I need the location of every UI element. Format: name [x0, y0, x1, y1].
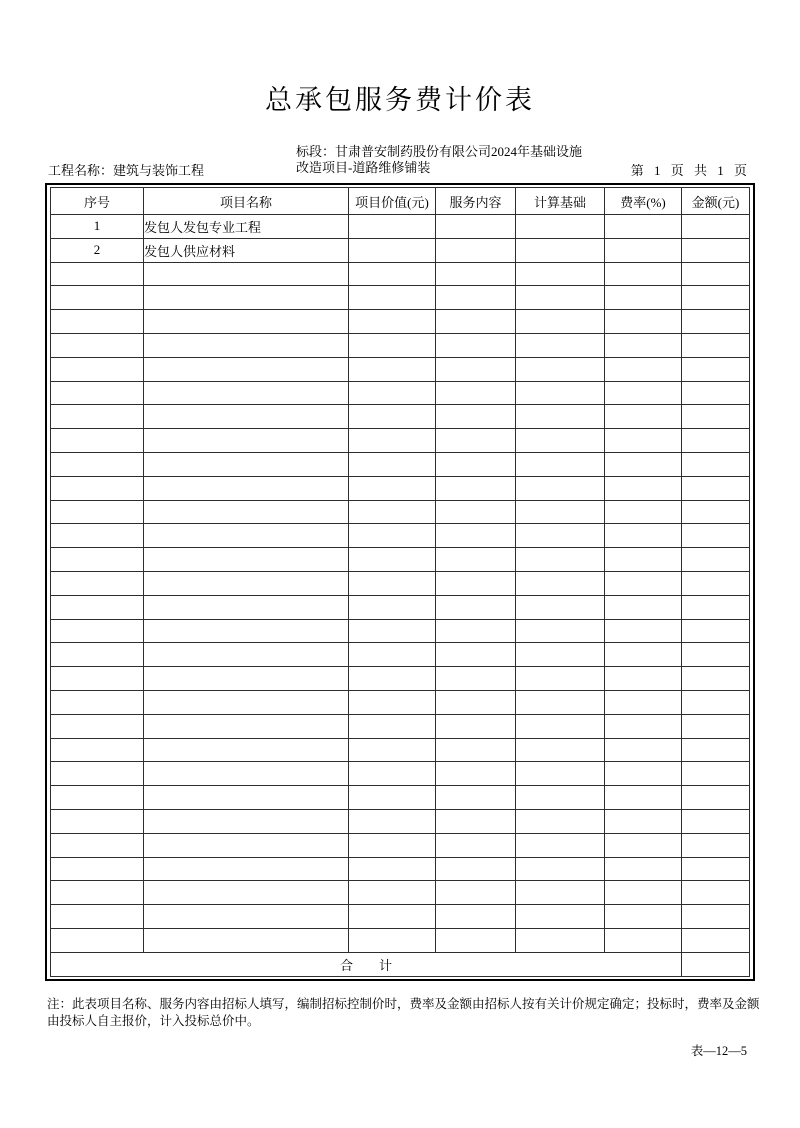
cell-no	[51, 333, 144, 357]
cell-amount	[682, 857, 750, 881]
cell-value	[349, 333, 436, 357]
cell-basis	[516, 881, 605, 905]
cell-service	[436, 714, 516, 738]
cell-rate	[605, 881, 682, 905]
cell-name	[144, 476, 349, 500]
cell-service	[436, 738, 516, 762]
cell-basis	[516, 452, 605, 476]
cell-amount	[682, 429, 750, 453]
cell-basis	[516, 738, 605, 762]
cell-service	[436, 595, 516, 619]
cell-service	[436, 809, 516, 833]
cell-no	[51, 310, 144, 334]
section-label: 标段：	[296, 144, 336, 159]
cell-service	[436, 286, 516, 310]
cell-rate	[605, 405, 682, 429]
cell-name	[144, 452, 349, 476]
cell-name	[144, 500, 349, 524]
cell-rate	[605, 500, 682, 524]
table-row	[51, 643, 750, 667]
table-row	[51, 786, 750, 810]
cell-service	[436, 238, 516, 262]
cell-value	[349, 405, 436, 429]
page-title: 总承包服务费计价表	[265, 85, 535, 115]
cell-service	[436, 667, 516, 691]
cell-name	[144, 429, 349, 453]
cell-rate	[605, 548, 682, 572]
cell-name	[144, 667, 349, 691]
cell-rate	[605, 524, 682, 548]
table-header-row	[51, 188, 750, 215]
cell-amount	[682, 452, 750, 476]
cell-service	[436, 215, 516, 239]
cell-name	[144, 571, 349, 595]
cell-basis	[516, 548, 605, 572]
cell-basis	[516, 690, 605, 714]
cell-amount	[682, 643, 750, 667]
cell-amount	[682, 476, 750, 500]
cell-rate	[605, 833, 682, 857]
header-cell-rate: 费率(%)	[605, 188, 682, 215]
table-row	[51, 357, 750, 381]
cell-name	[144, 809, 349, 833]
cell-name	[144, 262, 349, 286]
total-row	[51, 952, 750, 976]
cell-name	[144, 857, 349, 881]
cell-service	[436, 857, 516, 881]
cell-basis	[516, 595, 605, 619]
cell-value	[349, 452, 436, 476]
cell-value	[349, 714, 436, 738]
cell-amount	[682, 381, 750, 405]
table-row	[51, 905, 750, 929]
cell-basis	[516, 286, 605, 310]
cell-value	[349, 286, 436, 310]
cell-service	[436, 500, 516, 524]
table-row	[51, 690, 750, 714]
cell-basis	[516, 619, 605, 643]
cell-value	[349, 857, 436, 881]
cell-rate	[605, 286, 682, 310]
cell-service	[436, 524, 516, 548]
table-row	[51, 738, 750, 762]
cell-amount	[682, 548, 750, 572]
cell-amount	[682, 238, 750, 262]
cell-amount	[682, 928, 750, 952]
cell-no: 2	[51, 238, 144, 262]
cell-rate	[605, 762, 682, 786]
note-text: 注：此表项目名称、服务内容由招标人填写，编制招标控制价时，费率及金额由招标人按有关计价规定确定；投标时，费率及金额由投标人自主报价，计入投标总价中。	[47, 997, 760, 1028]
cell-service	[436, 262, 516, 286]
section-value-line1: 甘肃普安制药股份有限公司2024年基础设施	[335, 144, 583, 159]
cell-rate	[605, 310, 682, 334]
cell-no	[51, 928, 144, 952]
project-name-line	[48, 160, 204, 179]
cell-amount	[682, 905, 750, 929]
cell-amount	[682, 310, 750, 334]
table-row	[51, 881, 750, 905]
cell-no	[51, 690, 144, 714]
cell-rate	[605, 667, 682, 691]
cell-no	[51, 286, 144, 310]
header-cell-no: 序号	[51, 188, 144, 215]
cell-rate	[605, 619, 682, 643]
cell-no	[51, 357, 144, 381]
cell-service	[436, 619, 516, 643]
cell-no	[51, 571, 144, 595]
cell-amount	[682, 215, 750, 239]
cell-rate	[605, 809, 682, 833]
cell-service	[436, 643, 516, 667]
table-row	[51, 429, 750, 453]
cell-basis	[516, 381, 605, 405]
cell-value	[349, 690, 436, 714]
cell-name	[144, 881, 349, 905]
cell-no	[51, 738, 144, 762]
cell-amount	[682, 405, 750, 429]
header-cell-basis: 计算基础	[516, 188, 605, 215]
cell-name	[144, 381, 349, 405]
cell-value	[349, 762, 436, 786]
cell-rate	[605, 928, 682, 952]
table-row	[51, 833, 750, 857]
cell-name	[144, 286, 349, 310]
cell-no	[51, 833, 144, 857]
cell-name	[144, 548, 349, 572]
header-cell-amount: 金额(元)	[682, 188, 750, 215]
cell-service	[436, 357, 516, 381]
cell-value	[349, 905, 436, 929]
cell-no	[51, 595, 144, 619]
cell-name	[144, 928, 349, 952]
cell-rate	[605, 381, 682, 405]
cell-service	[436, 786, 516, 810]
cell-service	[436, 928, 516, 952]
cell-basis	[516, 524, 605, 548]
cell-service	[436, 476, 516, 500]
cell-amount	[682, 333, 750, 357]
cell-amount	[682, 786, 750, 810]
table-row	[51, 809, 750, 833]
cell-basis	[516, 762, 605, 786]
cell-no	[51, 905, 144, 929]
table-row	[51, 524, 750, 548]
cell-rate	[605, 238, 682, 262]
cell-amount	[682, 357, 750, 381]
cell-amount	[682, 809, 750, 833]
cell-service	[436, 429, 516, 453]
total-label-cell: 合 计	[51, 952, 682, 976]
cell-name	[144, 310, 349, 334]
form-code: 表—12—5	[690, 1044, 747, 1058]
cell-name	[144, 690, 349, 714]
cell-basis	[516, 809, 605, 833]
cell-value	[349, 215, 436, 239]
cell-amount	[682, 571, 750, 595]
cell-no	[51, 857, 144, 881]
table-row	[51, 215, 750, 239]
cell-amount	[682, 619, 750, 643]
cell-value	[349, 928, 436, 952]
table-row	[51, 595, 750, 619]
cell-name	[144, 595, 349, 619]
cell-basis	[516, 215, 605, 239]
cell-service	[436, 905, 516, 929]
cell-amount	[682, 595, 750, 619]
cell-value	[349, 619, 436, 643]
section-line-2	[296, 160, 582, 176]
cell-service	[436, 452, 516, 476]
cell-amount	[682, 833, 750, 857]
cell-name	[144, 738, 349, 762]
cell-value	[349, 310, 436, 334]
cell-name	[144, 405, 349, 429]
total-amount-cell	[682, 952, 750, 976]
cell-name	[144, 333, 349, 357]
cell-service	[436, 405, 516, 429]
cell-name	[144, 524, 349, 548]
cell-no	[51, 809, 144, 833]
cell-value	[349, 548, 436, 572]
cell-value	[349, 571, 436, 595]
cell-name	[144, 643, 349, 667]
cell-amount	[682, 524, 750, 548]
cell-rate	[605, 571, 682, 595]
header-cell-value: 项目价值(元)	[349, 188, 436, 215]
cell-no	[51, 381, 144, 405]
table-row	[51, 333, 750, 357]
table-row	[51, 667, 750, 691]
table-row	[51, 286, 750, 310]
cell-basis	[516, 786, 605, 810]
cell-basis	[516, 357, 605, 381]
table-row	[51, 762, 750, 786]
cell-no	[51, 548, 144, 572]
cell-basis	[516, 429, 605, 453]
cell-value	[349, 262, 436, 286]
cell-name	[144, 905, 349, 929]
cell-rate	[605, 857, 682, 881]
cell-value	[349, 643, 436, 667]
cell-service	[436, 762, 516, 786]
cell-rate	[605, 738, 682, 762]
cell-basis	[516, 238, 605, 262]
cell-no	[51, 452, 144, 476]
cell-name: 发包人发包专业工程	[144, 215, 349, 239]
cell-amount	[682, 500, 750, 524]
table-row	[51, 857, 750, 881]
table-row	[51, 452, 750, 476]
section-value-line2: 改造项目-道路维修铺装	[296, 160, 431, 175]
cell-name	[144, 833, 349, 857]
cell-value	[349, 238, 436, 262]
table-row	[51, 310, 750, 334]
cell-basis	[516, 928, 605, 952]
project-name-label: 工程名称：	[48, 163, 114, 178]
fee-table	[45, 183, 755, 981]
cell-basis	[516, 857, 605, 881]
cell-basis	[516, 905, 605, 929]
table-row	[51, 548, 750, 572]
cell-amount	[682, 881, 750, 905]
cell-value	[349, 738, 436, 762]
cell-rate	[605, 690, 682, 714]
cell-no	[51, 405, 144, 429]
header-cell-service: 服务内容	[436, 188, 516, 215]
cell-basis	[516, 833, 605, 857]
cell-basis	[516, 571, 605, 595]
cell-value	[349, 381, 436, 405]
project-name-value: 建筑与装饰工程	[113, 163, 205, 178]
cell-value	[349, 524, 436, 548]
cell-name	[144, 786, 349, 810]
cell-basis	[516, 500, 605, 524]
cell-value	[349, 833, 436, 857]
cell-basis	[516, 643, 605, 667]
cell-amount	[682, 262, 750, 286]
cell-rate	[605, 452, 682, 476]
cell-rate	[605, 357, 682, 381]
cell-rate	[605, 595, 682, 619]
table-row	[51, 500, 750, 524]
cell-basis	[516, 310, 605, 334]
cell-no	[51, 262, 144, 286]
cell-value	[349, 667, 436, 691]
cell-no	[51, 476, 144, 500]
cell-value	[349, 786, 436, 810]
table-row	[51, 405, 750, 429]
cell-amount	[682, 738, 750, 762]
section-info	[296, 144, 582, 176]
cell-no	[51, 500, 144, 524]
table-row	[51, 262, 750, 286]
cell-service	[436, 333, 516, 357]
cell-rate	[605, 905, 682, 929]
cell-no	[51, 786, 144, 810]
table-row	[51, 381, 750, 405]
cell-value	[349, 500, 436, 524]
cell-no	[51, 714, 144, 738]
cell-no	[51, 667, 144, 691]
fee-table-grid	[50, 187, 750, 977]
cell-value	[349, 476, 436, 500]
table-row	[51, 571, 750, 595]
cell-rate	[605, 714, 682, 738]
cell-value	[349, 429, 436, 453]
cell-name	[144, 714, 349, 738]
cell-name	[144, 357, 349, 381]
cell-value	[349, 357, 436, 381]
cell-rate	[605, 786, 682, 810]
cell-name	[144, 762, 349, 786]
cell-no	[51, 524, 144, 548]
table-row	[51, 619, 750, 643]
cell-rate	[605, 333, 682, 357]
cell-service	[436, 381, 516, 405]
cell-basis	[516, 667, 605, 691]
cell-basis	[516, 476, 605, 500]
cell-no	[51, 429, 144, 453]
cell-no	[51, 619, 144, 643]
cell-no: 1	[51, 215, 144, 239]
cell-basis	[516, 262, 605, 286]
cell-basis	[516, 405, 605, 429]
cell-rate	[605, 262, 682, 286]
cell-service	[436, 571, 516, 595]
cell-no	[51, 881, 144, 905]
cell-value	[349, 595, 436, 619]
cell-rate	[605, 429, 682, 453]
cell-amount	[682, 667, 750, 691]
cell-service	[436, 310, 516, 334]
cell-service	[436, 881, 516, 905]
cell-no	[51, 762, 144, 786]
header-cell-name: 项目名称	[144, 188, 349, 215]
section-line-1	[296, 144, 582, 160]
table-row	[51, 238, 750, 262]
cell-basis	[516, 714, 605, 738]
cell-service	[436, 833, 516, 857]
cell-rate	[605, 215, 682, 239]
cell-rate	[605, 476, 682, 500]
cell-service	[436, 548, 516, 572]
cell-basis	[516, 333, 605, 357]
table-row	[51, 928, 750, 952]
cell-name	[144, 619, 349, 643]
cell-name: 发包人供应材料	[144, 238, 349, 262]
cell-amount	[682, 714, 750, 738]
cell-amount	[682, 762, 750, 786]
cell-rate	[605, 643, 682, 667]
cell-value	[349, 881, 436, 905]
cell-amount	[682, 286, 750, 310]
cell-amount	[682, 690, 750, 714]
cell-service	[436, 690, 516, 714]
cell-no	[51, 643, 144, 667]
table-row	[51, 476, 750, 500]
cell-value	[349, 809, 436, 833]
page-indicator: 第 1 页 共 1 页	[630, 163, 747, 178]
table-row	[51, 714, 750, 738]
